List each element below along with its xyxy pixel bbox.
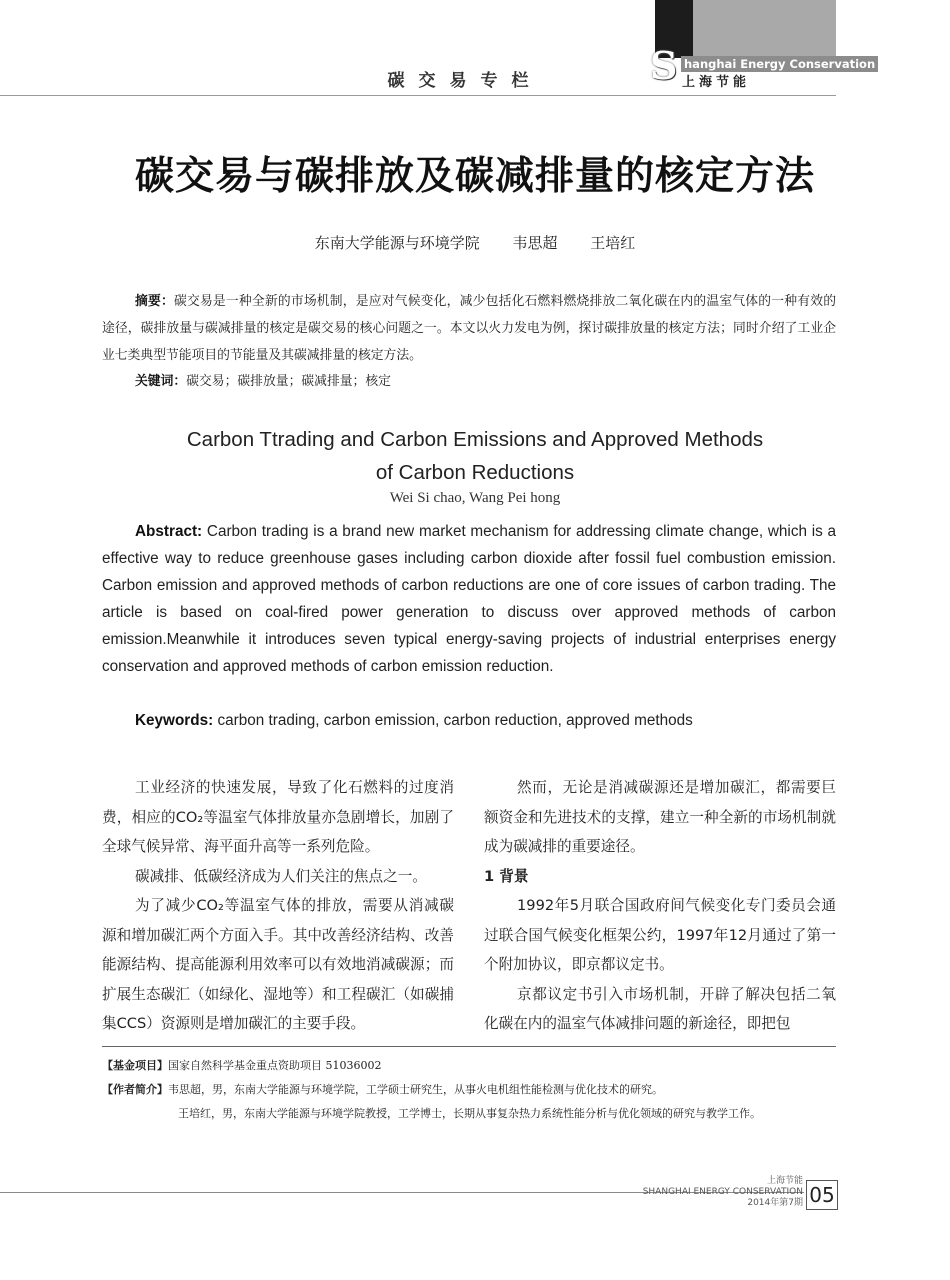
footer-journal-en: SHANGHAI ENERGY CONSERVATION	[642, 1187, 803, 1197]
english-title-line-2: of Carbon Reductions	[375, 461, 575, 484]
keywords-en-label: Keywords:	[135, 712, 214, 729]
footnote-author-1: 韦思超，男，东南大学能源与环境学院，工学硕士研究生，从事火电机组性能检测与优化技术的研究。	[168, 1083, 663, 1096]
header-divider	[0, 95, 836, 96]
author-2: 王培红	[590, 234, 636, 252]
abstract-en-label: Abstract:	[135, 523, 203, 540]
footnote-divider	[102, 1046, 836, 1047]
journal-name-english: hanghai Energy Conservation	[681, 56, 878, 72]
column-label: 碳交易专栏	[387, 71, 543, 91]
footnote-author-label: 【作者简介】	[102, 1083, 168, 1096]
footer-issue: 2014年第7期	[747, 1198, 803, 1208]
abstract-en-text: Carbon trading is a brand new market mechanism for addressing climate change, which is a effective way to reduce greenhouse gases including carbon dioxide after fossil fuel combustion emission. Carbon emission and approved methods of carbon reductions are one of core issues of carbon trading. The article is based on coal-fired power generation to discuss over approved methods of carbon emission.Meanwhile it introduces seven typical energy-saving projects of industrial enterprises energy conservation and approved methods of carbon emission reduction.	[102, 523, 836, 675]
body-column-left	[102, 773, 454, 1039]
abstract-cn-text: 碳交易是一种全新的市场机制，是应对气候变化，减少包括化石燃料燃烧排放二氧化碳在内的温室气体的一种有效的途径，碳排放量与碳减排量的核定是碳交易的核心问题之一。本文以火力发电为例，探讨碳排放量的核定方法；同时介绍了工业企业七类典型节能项目的节能量及其碳减排量的核定方法。	[102, 294, 837, 363]
logo-gray-block	[693, 0, 836, 58]
body-paragraph: 然而，无论是消减碳源还是增加碳汇，都需要巨额资金和先进技术的支撑，建立一种全新的市场机制就成为碳减排的重要途径。	[484, 779, 836, 855]
body-paragraph: 碳减排、低碳经济成为人们关注的焦点之一。	[135, 867, 427, 885]
author-line-cn	[0, 232, 950, 253]
keywords-en	[102, 707, 836, 734]
section-heading: 1 背景	[484, 867, 529, 885]
page-number: 05	[806, 1180, 838, 1210]
footnote-fund-label: 【基金项目】	[102, 1059, 168, 1072]
body-column-right	[484, 773, 836, 1039]
keywords-cn-label: 关键词：	[135, 374, 187, 389]
page-footer-journal	[560, 1176, 803, 1209]
body-paragraph: 为了减少CO₂等温室气体的排放，需要从消减碳源和增加碳汇两个方面入手。其中改善经济结构、改善能源结构、提高能源利用效率可以有效地消减碳源；而扩展生态碳汇（如绿化、湿地等）和工程碳汇（如碳捕集CCS）资源则是增加碳汇的主要手段。	[102, 897, 454, 1032]
abstract-cn-label: 摘要：	[135, 294, 174, 309]
journal-logo-letter: S	[650, 43, 678, 88]
affiliation: 东南大学能源与环境学院	[314, 234, 480, 252]
english-title	[0, 423, 950, 489]
author-1: 韦思超	[512, 234, 558, 252]
keywords-cn-text: 碳交易；碳排放量；碳减排量；核定	[186, 374, 391, 389]
footnote-fund-text: 国家自然科学基金重点资助项目 51036002	[168, 1059, 382, 1072]
journal-name-chinese: 上海节能	[682, 75, 751, 90]
keywords-cn	[102, 368, 836, 395]
article-title: 碳交易与碳排放及碳减排量的核定方法	[134, 154, 815, 199]
footnote-author	[102, 1080, 663, 1100]
body-paragraph: 京都议定书引入市场机制，开辟了解决包括二氧化碳在内的温室气体减排问题的新途径，即把包	[484, 985, 836, 1032]
body-paragraph: 1992年5月联合国政府间气候变化专门委员会通过联合国气候变化框架公约，1997年12月通过了第一个附加协议，即京都议定书。	[484, 897, 836, 973]
footer-journal-cn: 上海节能	[766, 1176, 803, 1186]
keywords-en-text: carbon trading, carbon emission, carbon reduction, approved methods	[217, 712, 693, 729]
body-paragraph: 工业经济的快速发展，导致了化石燃料的过度消费，相应的CO₂等温室气体排放量亦急剧增长，加剧了全球气候异常、海平面升高等一系列危险。	[102, 779, 454, 855]
abstract-cn	[102, 288, 836, 369]
author-line-en: Wei Si chao, Wang Pei hong	[389, 490, 561, 506]
english-title-line-1: Carbon Ttrading and Carbon Emissions and Approved Methods	[186, 428, 764, 451]
abstract-en	[102, 518, 836, 680]
footnote-fund	[102, 1056, 381, 1076]
footnote-author-2: 王培红，男，东南大学能源与环境学院教授，工学博士，长期从事复杂热力系统性能分析与优化领域的研究与教学工作。	[178, 1107, 761, 1120]
